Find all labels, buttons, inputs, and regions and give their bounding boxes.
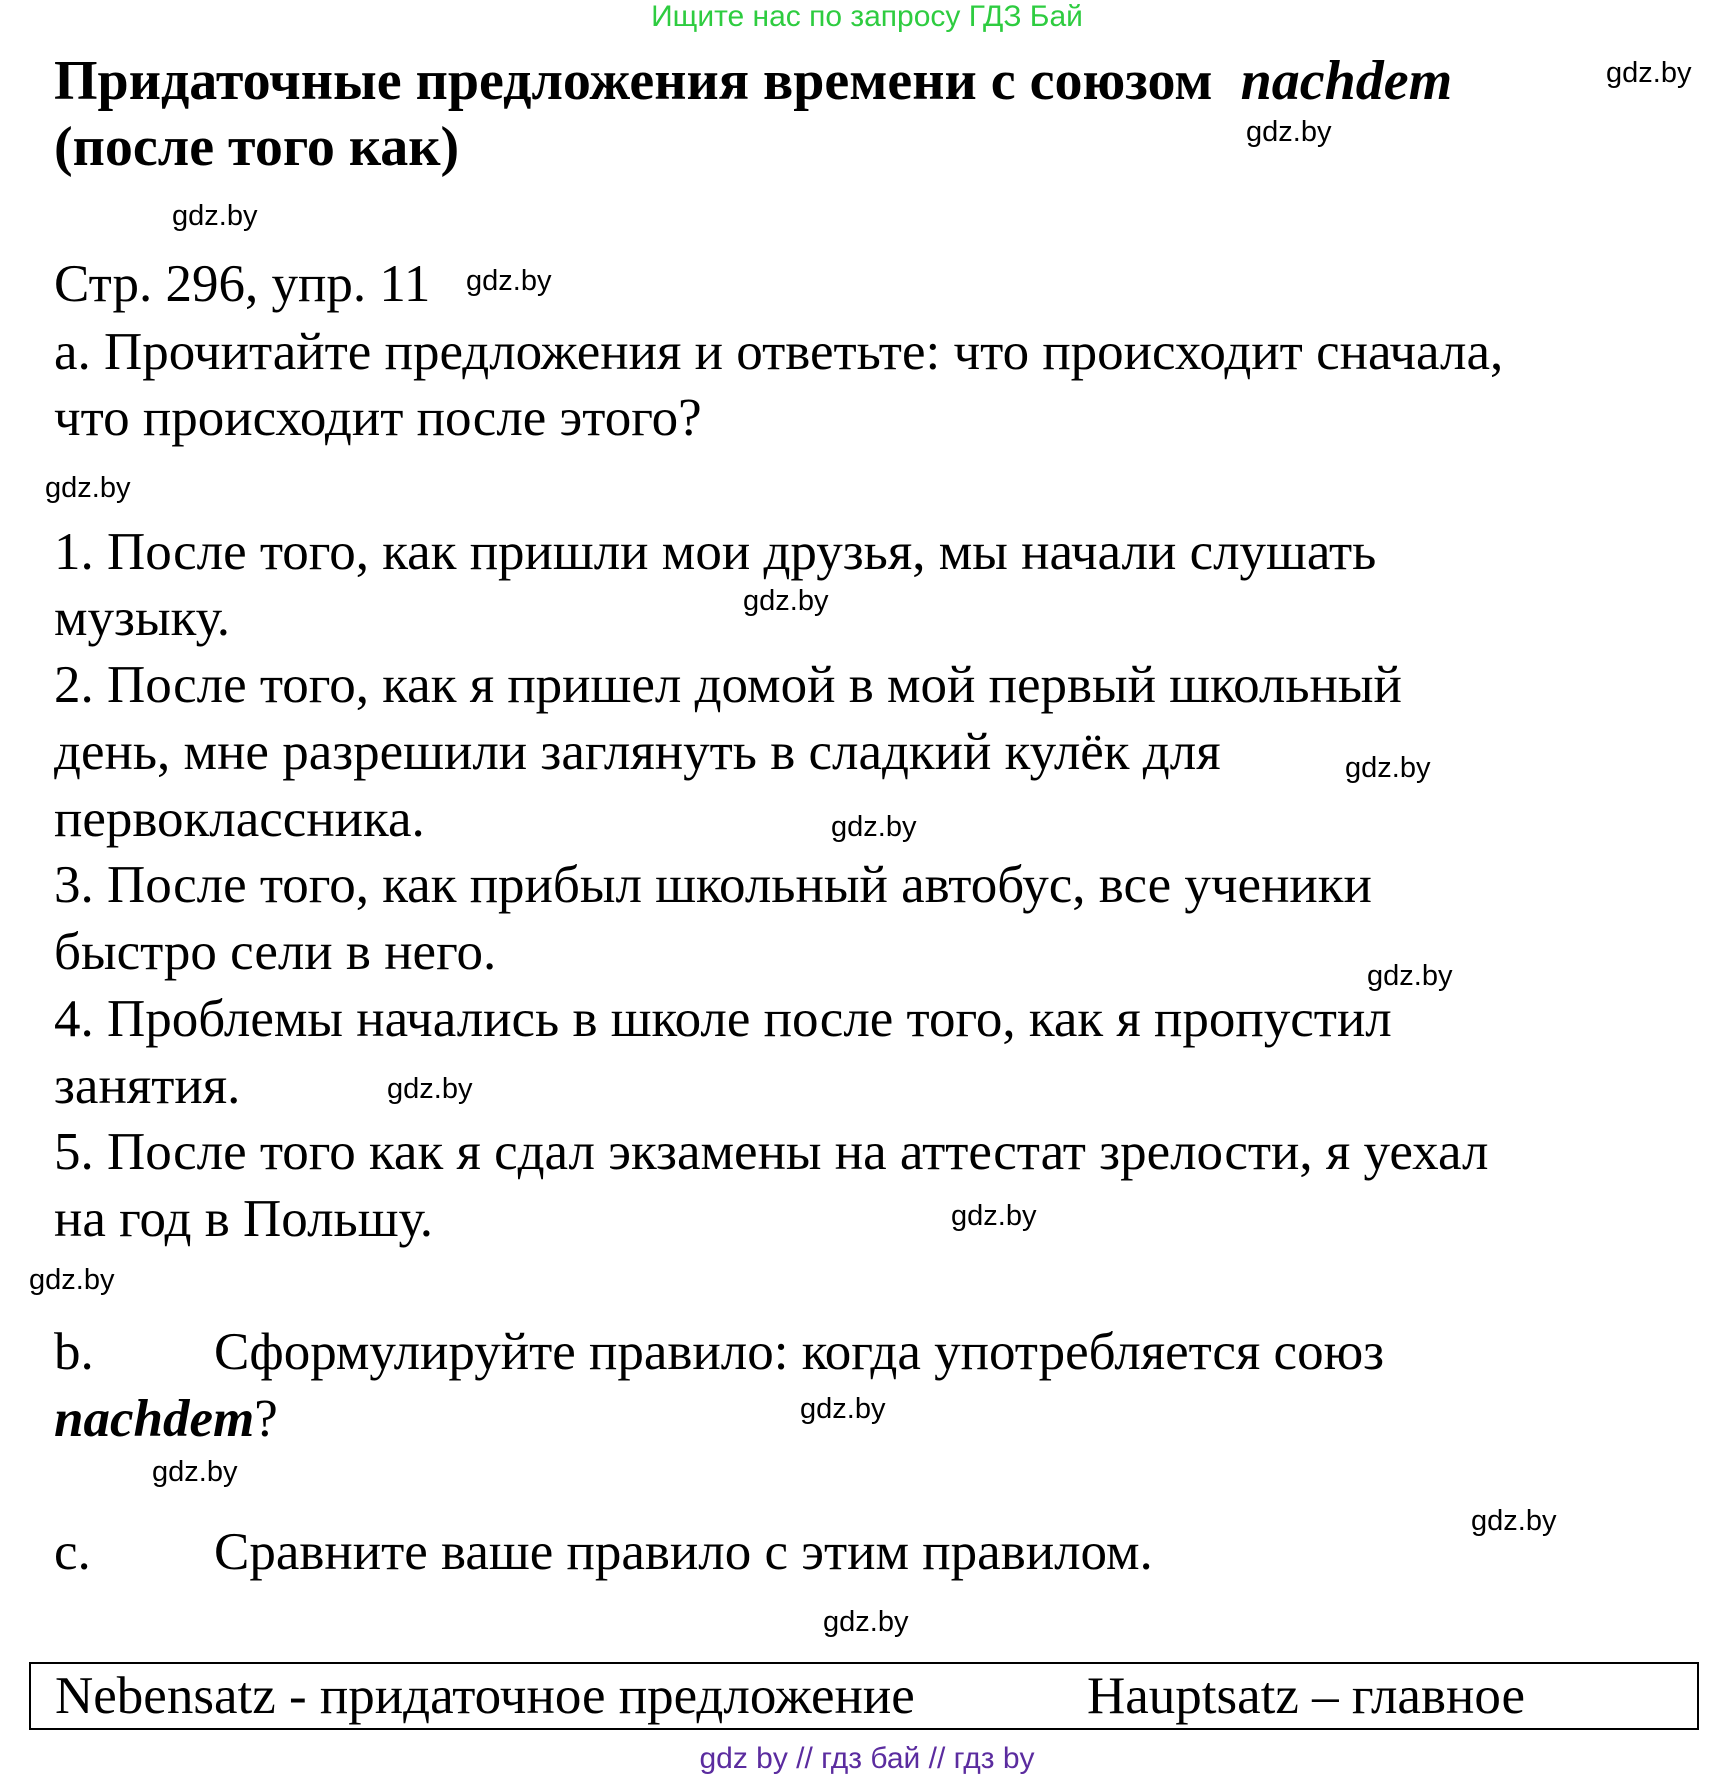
watermark: gdz.by [29,1264,115,1296]
task-b-label: b. [54,1323,94,1381]
sentence-1-line2: музыку. [54,589,231,647]
watermark: gdz.by [1345,752,1431,784]
watermark: gdz.by [823,1606,909,1638]
watermark: gdz.by [387,1073,473,1105]
table-cell-hauptsatz: Hauptsatz – главное [1087,1667,1526,1725]
watermark: gdz.by [172,200,258,232]
task-c-label: c. [54,1523,91,1581]
sentence-3-line2: быстро сели в него. [54,923,497,981]
watermark: gdz.by [152,1456,238,1488]
task-b-keyword-line [54,1389,278,1449]
task-b-keyword: nachdem [54,1390,255,1448]
task-b-text: Сформулируйте правило: когда употребляется союз [214,1323,1385,1381]
sentence-2-line2: день, мне разрешили заглянуть в сладкий кулёк для [54,723,1221,781]
sentence-2-line3: первоклассника. [54,790,425,848]
exercise-ref: Стр. 296, упр. 11 [54,255,431,313]
sentence-2-line1: 2. После того, как я пришел домой в мой первый школьный [54,656,1402,714]
task-c-text: Сравните ваше правило с этим правилом. [214,1523,1153,1581]
title-subtitle: (после того как) [54,116,460,178]
task-a-line1: a. Прочитайте предложения и ответьте: что происходит сначала, [54,323,1504,381]
title-text: Придаточные предложения времени с союзом [54,50,1213,112]
sentence-4-line2: занятия. [54,1057,241,1115]
sentence-5-line2: на год в Польшу. [54,1190,433,1248]
sentence-3-line1: 3. После того, как прибыл школьный автобус, все ученики [54,856,1372,914]
watermark: gdz.by [951,1200,1037,1232]
footer-links: gdz by // гдз бай // гдз by [699,1742,1035,1775]
watermark: gdz.by [466,265,552,297]
watermark: gdz.by [831,811,917,843]
title-keyword: nachdem [1240,50,1453,112]
watermark: gdz.by [1471,1505,1557,1537]
watermark: gdz.by [45,472,131,504]
page-title [54,48,1452,180]
watermark: gdz.by [800,1393,886,1425]
top-banner: Ищите нас по запросу ГДЗ Бай [651,0,1083,33]
watermark: gdz.by [1246,116,1332,148]
watermark: gdz.by [1367,960,1453,992]
rule-table-row [29,1662,1699,1730]
task-a-line2: что происходит после этого? [54,389,702,447]
watermark: gdz.by [743,585,829,617]
table-cell-nebensatz: Nebensatz - придаточное предложение [55,1667,915,1725]
task-b-question-mark: ? [254,1390,278,1448]
sentence-4-line1: 4. Проблемы начались в школе после того, как я пропустил [54,990,1392,1048]
sentence-5-line1: 5. После того как я сдал экзамены на аттестат зрелости, я уехал [54,1123,1489,1181]
sentence-1-line1: 1. После того, как пришли мои друзья, мы начали слушать [54,523,1377,581]
watermark: gdz.by [1606,57,1692,89]
